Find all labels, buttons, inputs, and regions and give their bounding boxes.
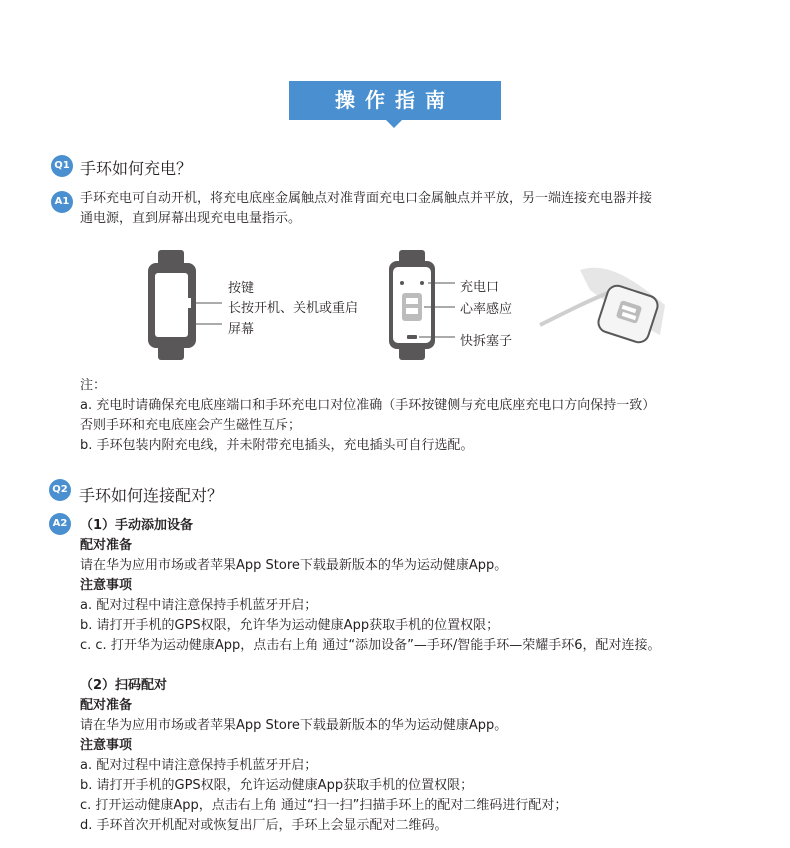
a1-line: 手环充电可自动开机，将充电底座金属触点对准背面充电口金属触点并平放，另一端连接充电器并接: [80, 191, 653, 206]
section2-heading: （2）扫码配对: [80, 678, 168, 693]
section1-item: a. 配对过程中请注意保持手机蓝牙开启；: [80, 598, 318, 613]
label-quick-release-plug: 快拆塞子: [460, 334, 513, 349]
a2-badge: A2: [49, 513, 71, 535]
section1-item: c. c. 打开华为运动健康App，点击右上角 通过“添加设备”—手环/智能手环—荣耀手环6，配对连接。: [80, 638, 661, 653]
section2-item: b. 请打开手机的GPS权限，允许运动健康App获取手机的位置权限；: [80, 778, 474, 793]
note-line: 否则手环和充电底座会产生磁性互斥；: [80, 418, 302, 433]
section-manual-pairing: [80, 516, 770, 656]
note-line: b. 手环包装内附充电线，并未附带充电插头，充电插头可自行选配。: [80, 438, 474, 453]
band-back-image: [389, 250, 435, 360]
guide-banner: 操作指南: [289, 81, 501, 120]
section2-prep-title: 配对准备: [80, 698, 133, 713]
q1-badge: Q1: [51, 155, 73, 177]
section2-item: a. 配对过程中请注意保持手机蓝牙开启；: [80, 758, 318, 773]
section2-notice-title: 注意事项: [80, 738, 133, 753]
label-button: 按键: [228, 281, 255, 296]
label-heart-rate-sensor: 心率感应: [460, 302, 513, 317]
label-long-press: 长按开机、关机或重启: [228, 301, 359, 316]
section2-item: d. 手环首次开机配对或恢复出厂后，手环上会显示配对二维码。: [80, 818, 448, 833]
a1-badge: A1: [51, 191, 73, 213]
charger-image: [540, 268, 665, 345]
q1-title: 手环如何充电？: [80, 159, 193, 178]
note-line: a. 充电时请确保充电底座端口和手环充电口对位准确（手环按键侧与充电底座充电口方向保持一致）: [80, 398, 656, 413]
label-screen: 屏幕: [228, 322, 255, 337]
section2-prep-text: 请在华为应用市场或者苹果App Store下载最新版本的华为运动健康App。: [80, 718, 508, 733]
section1-item: b. 请打开手机的GPS权限，允许华为运动健康App获取手机的位置权限；: [80, 618, 500, 633]
banner-arrow: [386, 120, 402, 128]
notes-block: [80, 376, 770, 456]
band-illustration: [140, 245, 680, 365]
section1-prep-text: 请在华为应用市场或者苹果App Store下载最新版本的华为运动健康App。: [80, 558, 508, 573]
section1-heading: （1）手动添加设备: [80, 518, 194, 533]
section1-prep-title: 配对准备: [80, 538, 133, 553]
section-scan-pairing: [80, 676, 770, 836]
q2-badge: Q2: [49, 479, 71, 501]
label-charging-port: 充电口: [460, 280, 500, 295]
section1-notice-title: 注意事项: [80, 578, 133, 593]
a1-answer: [80, 189, 750, 229]
q2-title: 手环如何连接配对？: [79, 486, 224, 505]
notes-title: 注：: [80, 378, 107, 393]
section2-item: c. 打开运动健康App，点击右上角 通过“扫一扫”扫描手环上的配对二维码进行配对；: [80, 798, 568, 813]
a1-line: 通电源，直到屏幕出现充电电量指示。: [80, 211, 302, 226]
band-front-image: [148, 250, 196, 360]
